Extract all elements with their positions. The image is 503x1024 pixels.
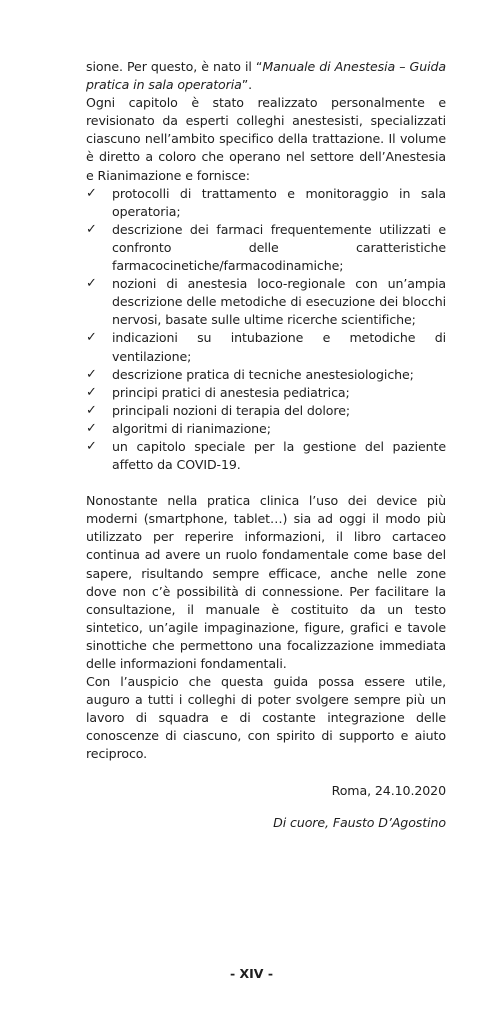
check-icon: ✓: [86, 366, 97, 382]
check-icon: ✓: [86, 330, 97, 346]
list-item-text: indicazioni su intubazione e metodiche di ventilazione;: [112, 330, 446, 364]
list-item: [86, 275, 446, 329]
list-item: [86, 402, 446, 420]
check-icon: ✓: [86, 276, 97, 292]
check-icon: ✓: [86, 402, 97, 418]
check-icon: ✓: [86, 420, 97, 436]
date: Roma, 24.10.2020: [331, 782, 446, 798]
list-item-text: descrizione pratica di tecniche anestesiologiche;: [112, 366, 414, 382]
intro-prefix: sione. Per questo, è nato il “: [86, 59, 263, 74]
check-icon: ✓: [86, 221, 97, 237]
list-item-text: nozioni di anestesia loco-regionale con un’ampia descrizione delle metodiche di esecuzione dei blocchi nervosi, basate sulle ultime ricerche scientifiche;: [112, 276, 446, 328]
paragraph-spacer: [86, 474, 446, 492]
check-icon: ✓: [86, 185, 97, 201]
intro-suffix: ”.: [241, 77, 253, 93]
list-item: [86, 329, 446, 365]
paragraph-wish: Con l’auspicio che questa guida possa essere utile, auguro a tutti i colleghi di poter svolgere sempre più un lavoro di squadra e di costante integrazione delle conoscenze di ciascuno, con spirito di supporto e aiuto reciproco.: [86, 674, 446, 762]
check-icon: ✓: [86, 384, 97, 400]
intro-line: [86, 58, 446, 94]
list-item-text: descrizione dei farmaci frequentemente utilizzati e confronto delle caratteristiche farmacocinetiche/farmacodinamiche;: [112, 221, 446, 274]
list-item: [86, 420, 446, 438]
check-icon: ✓: [86, 438, 97, 454]
list-item-text: protocolli di trattamento e monitoraggio in sala operatoria;: [112, 185, 446, 219]
list-item: [86, 221, 446, 275]
features-list: [86, 185, 446, 475]
list-item: [86, 366, 446, 384]
page-body: [86, 58, 446, 832]
list-item-text: principali nozioni di terapia del dolore;: [112, 402, 351, 418]
list-item-text: un capitolo speciale per la gestione del paziente affetto da COVID-19.: [112, 438, 446, 473]
paragraph-chapters: Ogni capitolo è stato realizzato personalmente e revisionato da esperti colleghi anestesisti, specializzati ciascuno nell’ambito specifico della trattazione. Il volume è diretto a coloro che operano nel settore dell’Anestesia e Rianimazione e fornisce:: [86, 95, 446, 183]
list-item-text: principi pratici di anestesia pediatrica;: [112, 384, 350, 400]
book-title: Manuale di Anestesia – Guida pratica in sala operatoria: [86, 59, 446, 93]
list-item: [86, 438, 446, 474]
list-item: [86, 384, 446, 402]
list-item-text: algoritmi di rianimazione;: [112, 420, 271, 436]
signature: Di cuore, Fausto D’Agostino: [273, 814, 446, 830]
page-number: - XIV -: [229, 966, 274, 981]
list-item: [86, 185, 446, 221]
paragraph-device: Nonostante nella pratica clinica l’uso dei device più moderni (smartphone, tablet…) sia ad oggi il modo più utilizzato per reperire informazioni, il libro cartaceo continua ad avere un ruolo fondamentale come base del sapere, risultando sempre efficace, anche nelle zone dove non c’è possibilità di connessione. Per facilitare la consultazione, il manuale è costituito da un testo sintetico, un’agile impaginazione, figure, grafici e tavole sinottiche che permettono una focalizzazione immediata delle informazioni fondamentali.: [86, 493, 446, 671]
